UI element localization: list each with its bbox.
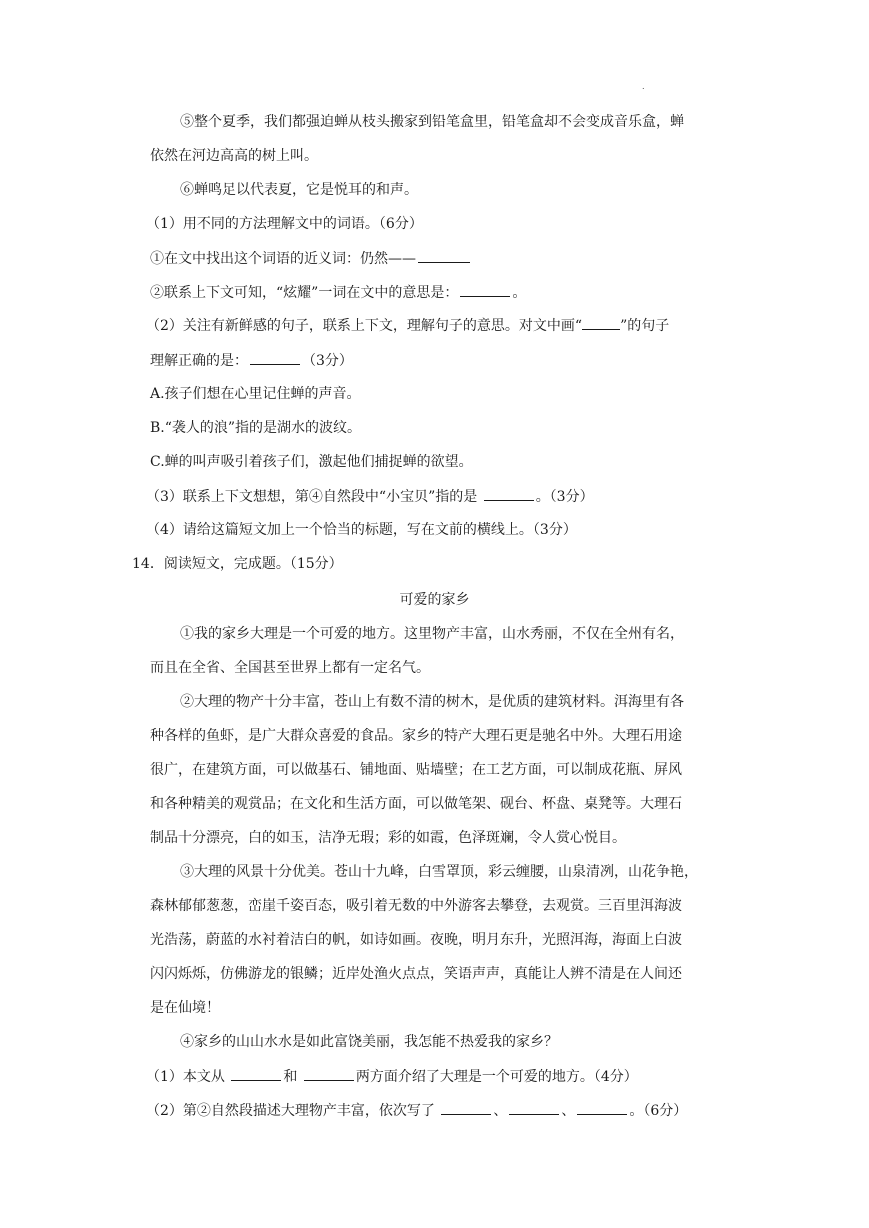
paragraph-6: ⑥蝉鸣足以代表夏，它是悦耳的和声。 <box>180 182 418 198</box>
question-13-2-line-2 <box>150 350 353 371</box>
answer-blank-meaning[interactable] <box>460 282 510 297</box>
question-14-2 <box>146 1100 687 1121</box>
p2-line-1: ②大理的物产十分丰富，苍山上有数不清的树木，是优质的建筑材料。洱海里有各 <box>180 694 684 710</box>
paragraph-5-line-1: ⑤整个夏季，我们都强迫蝉从枝头搬家到铅笔盒里，铅笔盒却不会变成音乐盒，蝉 <box>180 114 684 130</box>
p1-line-1: ①我的家乡大理是一个可爱的地方。这里物产丰富，山水秀丽，不仅在全州有名， <box>180 626 684 642</box>
question-13-2-line-1 <box>146 316 669 336</box>
question-13-2-prompt: 理解正确的是： <box>150 353 248 369</box>
separator-1: 、 <box>493 1103 508 1119</box>
question-13-3-text: （3）联系上下文想想，第④自然段中“小宝贝”指的是 <box>146 489 478 505</box>
question-13-4: （4）请给这篇短文加上一个恰当的标题，写在文前的横线上。（3分） <box>146 522 577 538</box>
p2-line-5: 制品十分漂亮，白的如玉，洁净无瑕；彩的如霞，色泽斑斓，令人赏心悦目。 <box>150 830 626 846</box>
question-14-1 <box>146 1066 638 1087</box>
corner-mark: . <box>642 82 645 91</box>
question-14-1-end: 两方面介绍了大理是一个可爱的地方。（4分） <box>355 1069 638 1085</box>
answer-blank-product-2[interactable] <box>509 1100 559 1115</box>
answer-blank-product-3[interactable] <box>577 1100 627 1115</box>
underline-marker <box>582 317 620 330</box>
answer-blank-synonym[interactable] <box>418 248 470 263</box>
p2-line-2: 种各样的鱼虾，是广大群众喜爱的食品。家乡的特产大理石更是驰名中外。大理石用途 <box>150 728 682 744</box>
p3-line-1: ③大理的风景十分优美。苍山十九峰，白雪罩顶，彩云缠腰，山泉清冽，山花争艳， <box>180 864 698 880</box>
p3-line-5: 是在仙境！ <box>150 1000 220 1016</box>
question-13-1b-text: ②联系上下文可知，“炫耀”一词在文中的意思是： <box>150 285 459 301</box>
p3-line-4: 闪闪烁烁，仿佛游龙的银鳞；近岸处渔火点点，笑语声声，真能让人辨不清是在人间还 <box>150 966 682 982</box>
answer-blank-aspect-1[interactable] <box>231 1066 281 1081</box>
answer-blank-choice[interactable] <box>250 350 300 365</box>
p2-line-3: 很广，在建筑方面，可以做基石、铺地面、贴墙壁；在工艺方面，可以制成花瓶、屏风 <box>150 762 682 778</box>
separator-2: 、 <box>561 1103 576 1119</box>
question-13-2-text: （2）关注有新鲜感的句子，联系上下文，理解句子的意思。对文中画“ <box>146 318 583 334</box>
p1-line-2: 而且在全省、全国甚至世界上都有一定名气。 <box>150 660 430 676</box>
question-13-1: （1）用不同的方法理解文中的词语。（6分） <box>146 216 423 232</box>
question-14-2-text: （2）第②自然段描述大理物产丰富，依次写了 <box>146 1103 435 1119</box>
option-c: C.蝉的叫声吸引着孩子们，激起他们捕捉蝉的欲望。 <box>150 454 473 470</box>
p4: ④家乡的山山水水是如此富饶美丽，我怎能不热爱我的家乡？ <box>180 1034 558 1050</box>
answer-blank-aspect-2[interactable] <box>304 1066 354 1081</box>
question-14-header: 14．阅读短文，完成题。（15分） <box>132 556 343 572</box>
question-13-3-score: 。（3分） <box>535 489 594 505</box>
option-a: A.孩子们想在心里记住蝉的声音。 <box>150 386 361 402</box>
p3-line-3: 光浩荡，蔚蓝的水衬着洁白的帆，如诗如画。夜晚，明月东升，光照洱海，海面上白波 <box>150 932 682 948</box>
question-13-1a-text: ①在文中找出这个词语的近义词：仍然—— <box>150 251 416 267</box>
question-14-1-text: （1）本文从 <box>146 1069 225 1085</box>
question-14-2-end: 。（6分） <box>629 1103 688 1119</box>
question-14-1-and: 和 <box>283 1069 298 1085</box>
question-13-2-text-end: ”的句子 <box>620 318 670 334</box>
answer-blank-treasure[interactable] <box>484 486 534 501</box>
question-13-1b <box>150 282 526 303</box>
p2-line-4: 和各种精美的观赏品；在文化和生活方面，可以做笔架、砚台、杯盘、桌凳等。大理石 <box>150 796 682 812</box>
p3-line-2: 森林郁郁葱葱，峦崖千姿百态，吸引着无数的中外游客去攀登，去观赏。三百里洱海波 <box>150 898 682 914</box>
paragraph-5-line-2: 依然在河边高高的树上叫。 <box>150 148 318 164</box>
answer-blank-product-1[interactable] <box>441 1100 491 1115</box>
question-13-2-score: （3分） <box>302 353 353 369</box>
passage-title: 可爱的家乡 <box>399 592 470 608</box>
question-13-3 <box>146 486 594 507</box>
option-b: B.“袭人的浪”指的是湖水的波纹。 <box>150 420 362 436</box>
question-13-1b-end: 。 <box>512 285 527 301</box>
question-13-1a <box>150 248 472 269</box>
